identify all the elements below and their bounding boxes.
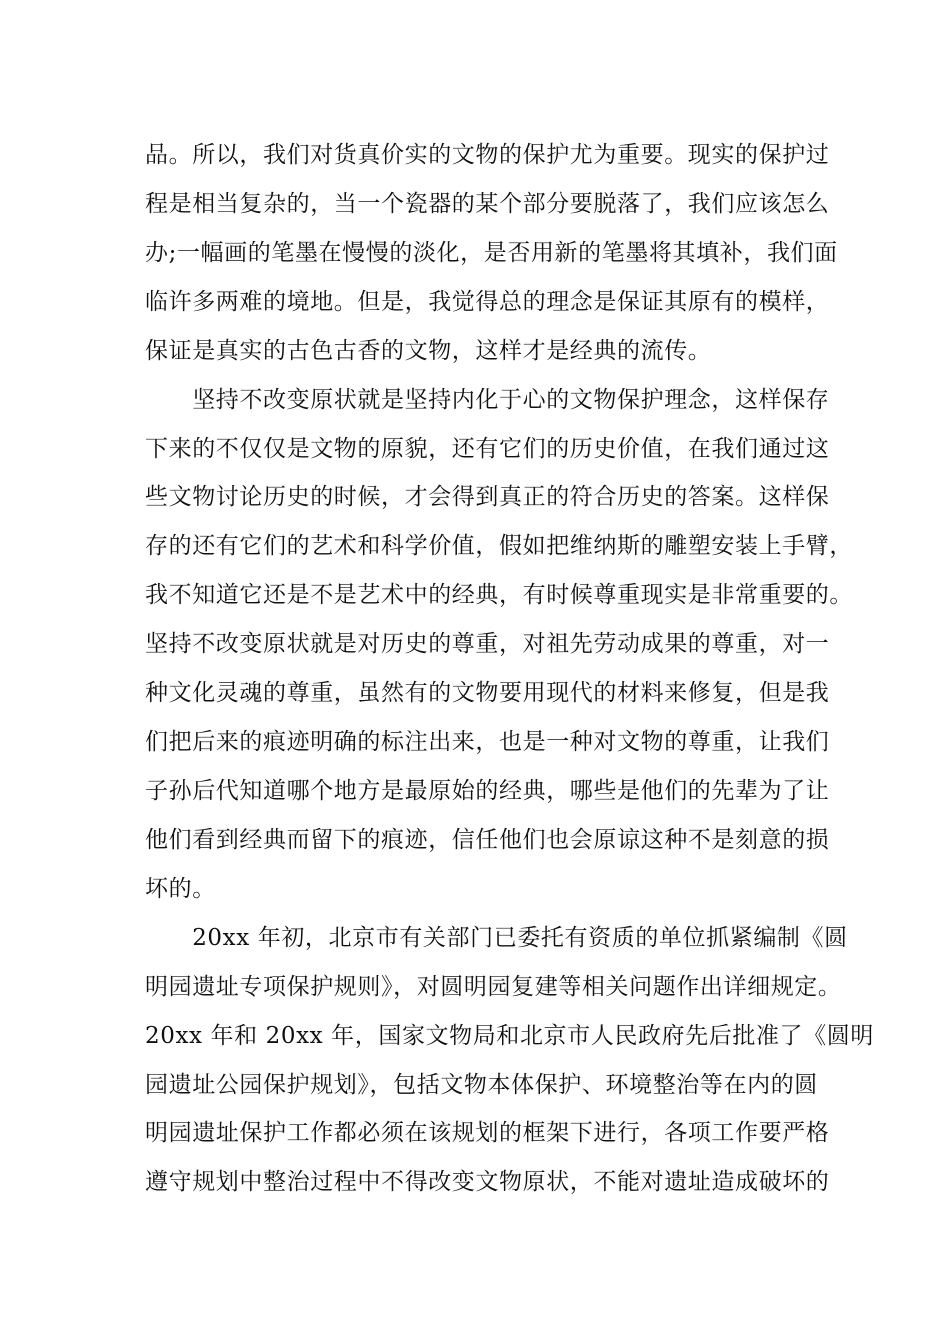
text-line: 坏的。 xyxy=(145,875,216,902)
text-line: 我不知道它还是不是艺术中的经典，有时候尊重现实是非常重要的。 xyxy=(145,582,853,609)
text-line: 20xx 年初，北京市有关部门已委托有资质的单位抓紧编制《圆 xyxy=(145,924,848,951)
text-line: 遵守规划中整治过程中不得改变文物原状，不能对遗址造成破坏的 xyxy=(145,1169,830,1196)
text-line: 20xx 年和 20xx 年，国家文物局和北京市人民政府先后批准了《圆明 xyxy=(145,1022,874,1049)
text-line: 程是相当复杂的，当一个瓷器的某个部分要脱落了，我们应该怎么 xyxy=(145,190,830,217)
body-text xyxy=(145,131,874,1207)
text-line: 子孙后代知道哪个地方是最原始的经典，哪些是他们的先辈为了让 xyxy=(145,777,830,804)
text-line: 他们看到经典而留下的痕迹，信任他们也会原谅这种不是刻意的损 xyxy=(145,826,830,853)
text-line: 明园遗址专项保护规则》，对圆明园复建等相关问题作出详细规定。 xyxy=(145,973,842,1000)
text-line: 些文物讨论历史的时候，才会得到真正的符合历史的答案。这样保 xyxy=(145,484,830,511)
text-line: 坚持不改变原状就是对历史的尊重，对祖先劳动成果的尊重，对一 xyxy=(145,631,830,658)
text-line: 保证是真实的古色古香的文物，这样才是经典的流传。 xyxy=(145,337,712,364)
text-line: 园遗址公园保护规划》，包括文物本体保护、环境整治等在内的圆 xyxy=(145,1071,818,1098)
text-line: 坚持不改变原状就是坚持内化于心的文物保护理念，这样保存 xyxy=(145,386,830,413)
text-line: 下来的不仅仅是文物的原貌，还有它们的历史价值，在我们通过这 xyxy=(145,435,830,462)
text-line: 办;一幅画的笔墨在慢慢的淡化，是否用新的笔墨将其填补，我们面 xyxy=(145,239,838,266)
text-line: 临许多两难的境地。但是，我觉得总的理念是保证其原有的模样， xyxy=(145,288,830,315)
text-line: 明园遗址保护工作都必须在该规划的框架下进行，各项工作要严格 xyxy=(145,1120,830,1147)
text-line: 品。所以，我们对货真价实的文物的保护尤为重要。现实的保护过 xyxy=(145,142,830,168)
text-line: 种文化灵魂的尊重，虽然有的文物要用现代的材料来修复，但是我 xyxy=(145,680,830,707)
text-line: 们把后来的痕迹明确的标注出来，也是一种对文物的尊重，让我们 xyxy=(145,729,830,756)
text-line: 存的还有它们的艺术和科学价值，假如把维纳斯的雕塑安装上手臂， xyxy=(145,533,853,560)
